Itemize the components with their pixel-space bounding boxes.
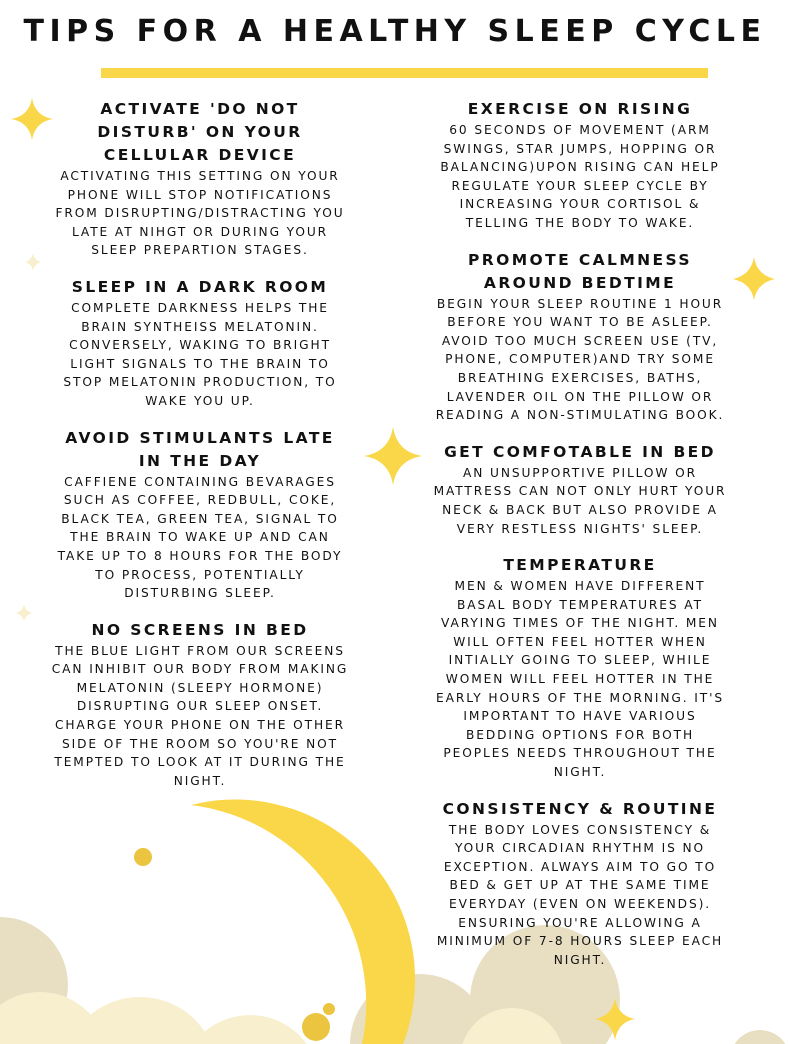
sparkle-star-icon [733,257,775,300]
tip-body: AN UNSUPPORTIVE PILLOW OR MATTRESS CAN NOT ONLY HURT YOUR NECK & BACK BUT ALSO PROVIDE A VERY RESTLESS NIGHTS' SLEEP. [433,465,727,536]
moon-crater [323,1003,335,1015]
tip-heading: CONSISTENCY & ROUTINE [442,799,718,818]
tip-heading: SLEEP IN A DARK ROOM [71,277,329,296]
tip-body: COMPLETE DARKNESS HELPS THE BRAIN SYNTHEISS MELATONIN. CONVERSELY, WAKING TO BRIGHT LIGHT SIGNALS TO THE BRAIN TO STOP MELATONIN PRODUCTION, TO WAKE YOU UP. [63,300,337,408]
cloud-shape [730,1030,790,1044]
tip-body: ACTIVATING THIS SETTING ON YOUR PHONE WILL STOP NOTIFICATIONS FROM DISRUPTING/DISTRACTING YOU LATE AT NIHGT OR DURING YOUR SLEEP PREPARTION STAGES. [55,169,345,258]
tip-body: THE BODY LOVES CONSISTENCY & YOUR CIRCADIAN RHYTHM IS NO EXCEPTION. ALWAYS AIM TO GO TO BED & GET UP AT THE SAME TIME EVERYDAY (EVEN ON WEEKENDS). ENSURING YOU'RE ALLOWING A MINIMUM OF 7-8 HOURS SLEEP EACH NIGHT. [436,822,724,967]
tip-section [50,98,350,260]
page-title: TIPS FOR A HEALTHY SLEEP CYCLE [23,14,767,49]
tip-heading: TEMPERATURE [503,556,657,575]
sparkle-star-icon [11,98,53,140]
left-column [50,98,350,806]
sparkle-star-icon [25,253,41,271]
moon-crater [134,848,152,866]
tip-section [430,249,730,425]
tip-section [430,98,730,233]
title-underline [101,68,708,78]
tip-body: CAFFIENE CONTAINING BEVARAGES SUCH AS COFFEE, REDBULL, COKE, BLACK TEA, GREEN TEA, SIGNAL TO THE BRAIN TO WAKE UP AND CAN TAKE UP TO 8 HOURS FOR THE BODY TO PROCESS, POTENTIALLY DISTURBING SLEEP. [57,474,343,601]
tip-section [50,427,350,603]
tip-body: BEGIN YOUR SLEEP ROUTINE 1 HOUR BEFORE YOU WANT TO BE ASLEEP. AVOID TOO MUCH SCREEN USE (TV, PHONE, COMPUTER)AND TRY SOME BREATHING EXERCISES, BATHS, LAVENDER OIL ON THE PILLOW OR READING A NON-STIMULATING BOOK. [435,296,725,423]
tip-body: THE BLUE LIGHT FROM OUR SCREENS CAN INHIBIT OUR BODY FROM MAKING MELATONIN (SLEEPY HORMONE) DISRUPTING OUR SLEEP ONSET. CHARGE YOUR PHONE ON THE OTHER SIDE OF THE ROOM SO YOU'RE NOT TEMPTED TO LOOK AT IT DURING THE NIGHT. [51,643,349,788]
tip-section [430,554,730,782]
tip-section [50,619,350,791]
cloud-shape [62,997,218,1044]
tip-body: 60 SECONDS OF MOVEMENT (ARM SWINGS, STAR JUMPS, HOPPING OR BALANCING)UPON RISING CAN HELP REGULATE YOUR SLEEP CYCLE BY INCREASING YOUR CORTISOL & TELLING THE BODY TO WAKE. [440,123,720,230]
sparkle-star-icon [16,604,32,622]
tip-heading: PROMOTE CALMNESS AROUND BEDTIME [468,250,692,292]
tip-heading: NO SCREENS IN BED [91,620,309,639]
right-column [430,98,730,985]
tip-section [50,276,350,411]
tip-body: MEN & WOMEN HAVE DIFFERENT BASAL BODY TEMPERATURES AT VARYING TIMES OF THE NIGHT. MEN WILL OFTEN FEEL HOTTER WHEN INTIALLY GOING TO SLEEP, WHILE WOMEN WILL FEEL HOTTER IN THE EARLY HOURS OF THE MORNING. IT'S IMPORTANT TO HAVE VARIOUS BEDDING OPTIONS FOR BOTH PEOPLES NEEDS THROUGHOUT THE NIGHT. [436,579,724,780]
moon-crater [302,1013,330,1041]
tip-section [430,441,730,538]
tip-heading: EXERCISE ON RISING [467,100,693,118]
sparkle-star-icon [364,427,422,485]
tip-section [430,798,730,970]
tip-heading: ACTIVATE 'DO NOT DISTURB' ON YOUR CELLULAR DEVICE [97,100,303,164]
tip-heading: AVOID STIMULANTS LATE IN THE DAY [65,428,335,470]
tip-heading: GET COMFOTABLE IN BED [444,442,716,461]
